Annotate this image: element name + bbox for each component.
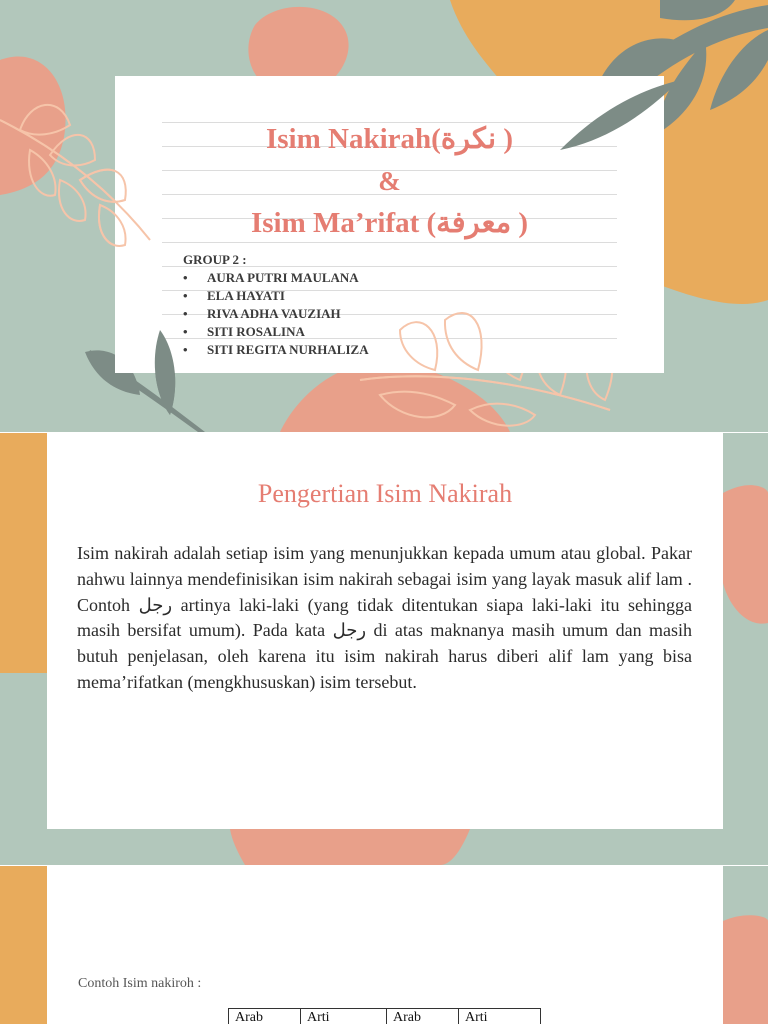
title-ampersand: & (378, 166, 401, 196)
table-row (229, 1009, 541, 1024)
list-item: • SITI REGITA NURHALIZA (183, 341, 369, 359)
list-item: • SITI ROSALINA (183, 323, 369, 341)
title-line-2: Isim Ma’rifat (معرفة ) (250, 207, 529, 239)
presentation-title (115, 116, 664, 246)
definition-slide (0, 433, 768, 865)
example-slide (0, 866, 768, 1024)
definition-card (47, 433, 723, 829)
title-card (115, 76, 664, 373)
list-item: • RIVA ADHA VAUZIAH (183, 305, 369, 323)
group-label: GROUP 2 : (183, 252, 247, 267)
list-item: • AURA PUTRI MAULANA (183, 269, 369, 287)
example-table (228, 1008, 541, 1024)
table-header-cell: Arti (459, 1009, 541, 1024)
member-list (183, 269, 369, 359)
table-header-cell: Arab (229, 1009, 301, 1024)
title-line-1: Isim Nakirah(نكرة ) (265, 123, 514, 155)
definition-paragraph: Isim nakirah adalah setiap isim yang menunjukkan kepada umum atau global. Pakar nahwu lainnya mendefinisikan isim nakirah sebagai isim yang layak masuk alif lam . Contoh رجل artinya laki-laki (yang tidak ditentukan siapa laki-laki itu sehingga masih bersifat umum). Pada kata رجل di atas maknanya masih umum dan masih butuh penjelasan, oleh karena itu isim nakirah harus diberi alif lam yang bisa mema’rifatkan (mengkhususkan) isim tersebut. (77, 543, 693, 692)
title-slide (0, 0, 768, 432)
table-header-cell: Arti (301, 1009, 387, 1024)
list-item: • ELA HAYATI (183, 287, 369, 305)
group-members (183, 251, 369, 359)
section-heading: Pengertian Isim Nakirah (257, 479, 513, 508)
example-card (47, 866, 723, 1024)
table-header-cell: Arab (387, 1009, 459, 1024)
example-label: Contoh Isim nakiroh : (78, 976, 202, 991)
